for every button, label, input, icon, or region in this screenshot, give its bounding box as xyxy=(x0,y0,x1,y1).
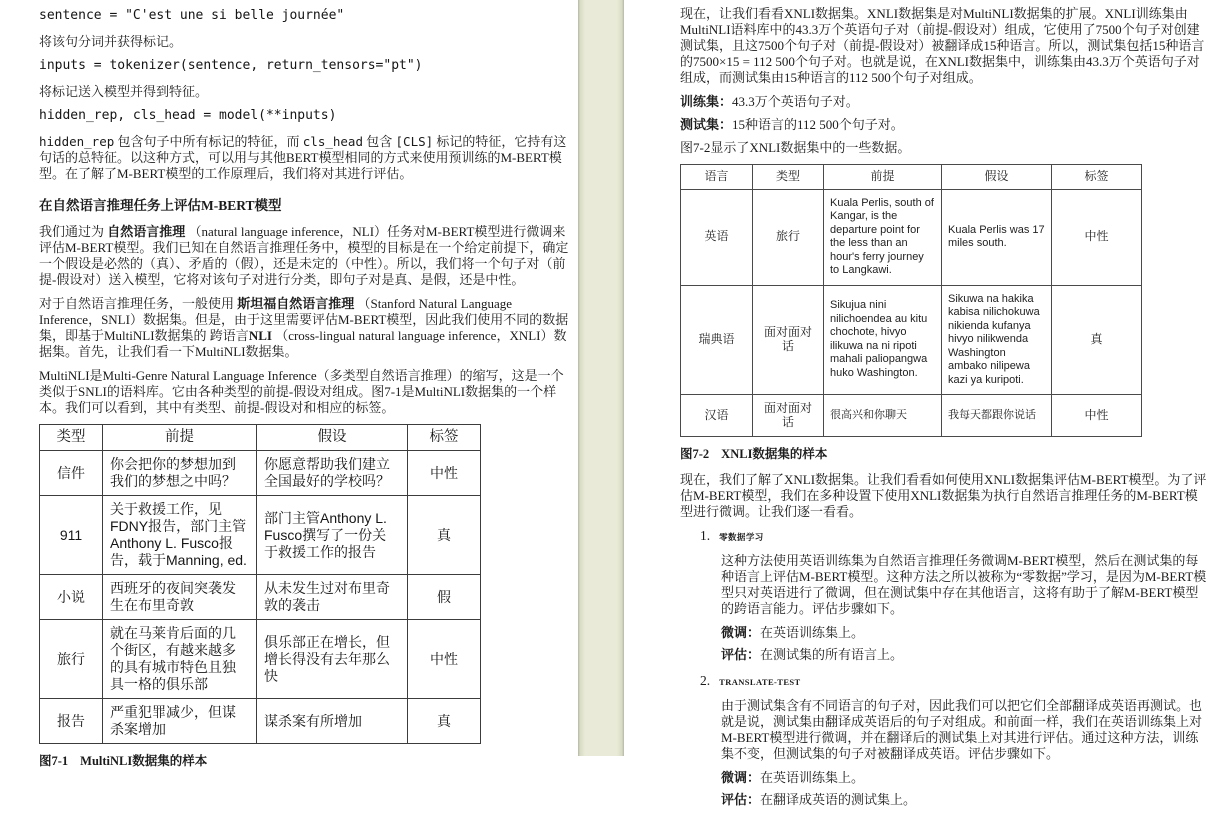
paragraph-zero-shot: 这种方法使用英语训练集为自然语言推理任务微调M-BERT模型，然后在测试集的每种语言上评估M-BERT模型。这种方法之所以被称为“零数据”学习，是因为M-BERT模型只对英语进行了微调，但在测试集中存在其他语言，这将有助于了解M-BERT模型的跨语言能力。评估步骤如下。 xyxy=(721,553,1207,616)
column-header: 假设 xyxy=(257,425,408,451)
table-cell: 假 xyxy=(408,575,481,620)
finetune-label: 微调： xyxy=(721,625,761,640)
table-cell: 小说 xyxy=(40,575,103,620)
train-set-label: 训练集： xyxy=(680,94,733,109)
table-row xyxy=(40,496,481,575)
code-line-tokenizer: inputs = tokenizer(sentence, return_tensors="pt") xyxy=(39,58,423,73)
table-row xyxy=(40,575,481,620)
list-item-translate-test xyxy=(700,673,1208,690)
paragraph-tokenize: 将该句分词并获得标记。 xyxy=(39,34,183,49)
code-line-sentence: sentence = "C'est une si belle journée" xyxy=(39,8,345,23)
table-cell: 真 xyxy=(408,699,481,744)
table-header-row xyxy=(40,425,481,451)
table-cell: 你愿意帮助我们建立全国最好的学校吗？ xyxy=(257,451,408,496)
evaluate-text: 在测试集的所有语言上。 xyxy=(760,647,904,662)
finetune-step-line xyxy=(721,770,1208,786)
table-row xyxy=(681,285,1142,395)
table-cell: 英语 xyxy=(681,189,753,285)
table-cell: Kuala Perlis, south of Kangar, is the departure point for the less than an hour's ferry journey to Langkawi. xyxy=(824,189,942,285)
list-title: TRANSLATE-TEST xyxy=(719,677,801,687)
table-cell: 谋杀案有所增加 xyxy=(257,699,408,744)
list-title: 零数据学习 xyxy=(719,532,764,542)
figure-number: 图7-2 xyxy=(680,447,710,461)
figure-title: MultiNLI数据集的样本 xyxy=(80,754,208,768)
table-cell: 俱乐部正在增长，但增长得没有去年那么快 xyxy=(257,620,408,699)
table-cell: 关于救援工作，见FDNY报告，部门主管Anthony L. Fusco报告，载于Manning, ed. xyxy=(103,496,257,575)
column-header: 前提 xyxy=(103,425,257,451)
paragraph-snli-xnli: 对于自然语言推理任务，一般使用 斯坦福自然语言推理 （Stanford Natural Language Inference，SNLI）数据集。但是，由于这里需要评估M-BERT模型，因此我们使用不同的数据集，即基于MultiNLI数据集的 跨语言NLI （cross-lingual natural language inference，XNLI）数据集。首先，让我们看一下MultiNLI数据集。 xyxy=(39,296,569,359)
table-cell: 部门主管Anthony L. Fusco撰写了一份关于救援工作的报告 xyxy=(257,496,408,575)
table-cell: 中性 xyxy=(408,620,481,699)
finetune-text: 在英语训练集上。 xyxy=(760,770,865,785)
list-number: 1. xyxy=(700,528,711,543)
list-number: 2. xyxy=(700,673,711,688)
paragraph-figure-ref: 图7-2显示了XNLI数据集中的一些数据。 xyxy=(680,140,911,155)
table-row xyxy=(681,395,1142,437)
table-row xyxy=(40,451,481,496)
table-cell: 信件 xyxy=(40,451,103,496)
table-row xyxy=(681,189,1142,285)
test-set-label: 测试集： xyxy=(680,117,733,132)
table-cell: 面对面对话 xyxy=(753,285,824,395)
paragraph-translate-test: 由于测试集含有不同语言的句子对，因此我们可以把它们全部翻译成英语再测试。也就是说，测试集由翻译成英语后的句子对组成。和前面一样，我们在英语训练集上对M-BERT模型进行微调，并在翻译后的测试集上对其进行评估。通过这种方法，训练集不变，但测试集的句子对被翻译成英语。评估步骤如下。 xyxy=(721,698,1203,761)
table-cell: 真 xyxy=(1052,285,1142,395)
table-cell: 911 xyxy=(40,496,103,575)
table-cell: 旅行 xyxy=(753,189,824,285)
evaluate-label: 评估： xyxy=(721,792,761,807)
paragraph-feed-model: 将标记送入模型并得到特征。 xyxy=(39,84,209,99)
table-cell: 中性 xyxy=(408,451,481,496)
table-cell: 真 xyxy=(408,496,481,575)
section-heading: 在自然语言推理任务上评估M-BERT模型 xyxy=(39,198,282,213)
column-header: 类型 xyxy=(40,425,103,451)
paragraph-nli-intro: 我们通过为 自然语言推理 （natural language inference，NLI）任务对M-BERT模型进行微调来评估M-BERT模型。我们已知在自然语言推理任务中，模型的目标是在一个给定前提下，确定一个假设是必然的（真）、矛盾的（假），还是未定的（中性）。所以，我们将一个句子对（前提-假设对）送入模型，它将对该句子对进行分类，即句子对是真、是假，还是中性。 xyxy=(39,224,569,287)
table-cell: 从未发生过对布里奇敦的袭击 xyxy=(257,575,408,620)
xnli-sample-table xyxy=(680,164,1142,437)
table-cell: 面对面对话 xyxy=(753,395,824,437)
paragraph-hidden-rep: hidden_rep 包含句子中所有标记的特征，而 cls_head 包含 [CLS] 标记的特征，它持有这句话的总特征。以这种方式，可以用与其他BERT模型相同的方式来使用预训练的M-BERT模型。在了解了M-BERT模型的工作原理后，我们将对其进行评估。 xyxy=(39,134,567,181)
table-cell: 严重犯罪减少，但谋杀案增加 xyxy=(103,699,257,744)
table-cell: 你会把你的梦想加到我们的梦想之中吗？ xyxy=(103,451,257,496)
list-item-zero-shot xyxy=(700,528,1208,545)
table-row xyxy=(40,620,481,699)
test-set-text: 15种语言的112 500个句子对。 xyxy=(732,117,904,132)
figure-caption-7-1 xyxy=(39,753,573,769)
figure-number: 图7-1 xyxy=(39,754,69,768)
column-header: 标签 xyxy=(408,425,481,451)
table-cell: 报告 xyxy=(40,699,103,744)
column-header: 前提 xyxy=(824,165,942,190)
table-cell: Sikuwa na hakika kabisa nilichokuwa nikienda kufanya hivyo nilikwenda Washington ambako nilipewa kazi ya kuripoti. xyxy=(942,285,1052,395)
column-header: 标签 xyxy=(1052,165,1142,190)
multinli-sample-table xyxy=(39,424,481,744)
train-set-line xyxy=(680,94,1208,110)
table-cell: 瑞典语 xyxy=(681,285,753,395)
page-gutter xyxy=(578,0,624,756)
evaluate-step-line xyxy=(721,647,1208,663)
table-cell: Sikujua nini nilichoendea au kitu chochote, hivyo ilikuwa na ni ripoti mahali paliopangwa huko Washington. xyxy=(824,285,942,395)
table-cell: Kuala Perlis was 17 miles south. xyxy=(942,189,1052,285)
code-line-model: hidden_rep, cls_head = model(**inputs) xyxy=(39,108,337,123)
table-cell: 中性 xyxy=(1052,395,1142,437)
page-right xyxy=(680,0,1208,814)
table-cell: 我每天都跟你说话 xyxy=(942,395,1052,437)
evaluate-step-line xyxy=(721,792,1208,808)
evaluate-text: 在翻译成英语的测试集上。 xyxy=(760,792,917,807)
finetune-text: 在英语训练集上。 xyxy=(760,625,865,640)
finetune-label: 微调： xyxy=(721,770,761,785)
paragraph-xnli-intro: 现在，让我们看看XNLI数据集。XNLI数据集是对MultiNLI数据集的扩展。XNLI训练集由MultiNLI语料库中的43.3万个英语句子对（前提-假设对）组成，它使用了7500个句子对创建测试集，且这7500个句子对（前提-假设对）被翻译成15种语言。所以，测试集包括15种语言的7500×15 = 112 500个句子对。也就是说，在XNLI数据集中，训练集由43.3万个英语句子对组成，而测试集由15种语言的112 500个句子对组成。 xyxy=(680,6,1205,85)
paragraph-eval-intro: 现在，我们了解了XNLI数据集。让我们看看如何使用XNLI数据集评估M-BERT模型。为了评估M-BERT模型，我们在多种设置下使用XNLI数据集为执行自然语言推理任务的M-BERT模型进行微调。让我们逐一看看。 xyxy=(680,472,1207,519)
train-set-text: 43.3万个英语句子对。 xyxy=(732,94,859,109)
column-header: 类型 xyxy=(753,165,824,190)
table-cell: 就在马莱肯后面的几个街区，有越来越多的具有城市特色且独具一格的俱乐部 xyxy=(103,620,257,699)
table-row xyxy=(40,699,481,744)
finetune-step-line xyxy=(721,625,1208,641)
table-cell: 很高兴和你聊天 xyxy=(824,395,942,437)
column-header: 语言 xyxy=(681,165,753,190)
figure-title: XNLI数据集的样本 xyxy=(721,447,828,461)
paragraph-multinli: MultiNLI是Multi-Genre Natural Language Inference（多类型自然语言推理）的缩写，这是一个类似于SNLI的语料库。它由各种类型的前提-假设对组成。图7-1是MultiNLI数据集的一个样本。我们可以看到，其中有类型、前提-假设对和相应的标签。 xyxy=(39,368,564,415)
table-header-row xyxy=(681,165,1142,190)
table-cell: 汉语 xyxy=(681,395,753,437)
column-header: 假设 xyxy=(942,165,1052,190)
evaluate-label: 评估： xyxy=(721,647,761,662)
table-cell: 西班牙的夜间突袭发生在布里奇敦 xyxy=(103,575,257,620)
table-cell: 中性 xyxy=(1052,189,1142,285)
page-left xyxy=(39,0,573,779)
table-cell: 旅行 xyxy=(40,620,103,699)
figure-caption-7-2 xyxy=(680,446,1208,462)
test-set-line xyxy=(680,117,1208,133)
